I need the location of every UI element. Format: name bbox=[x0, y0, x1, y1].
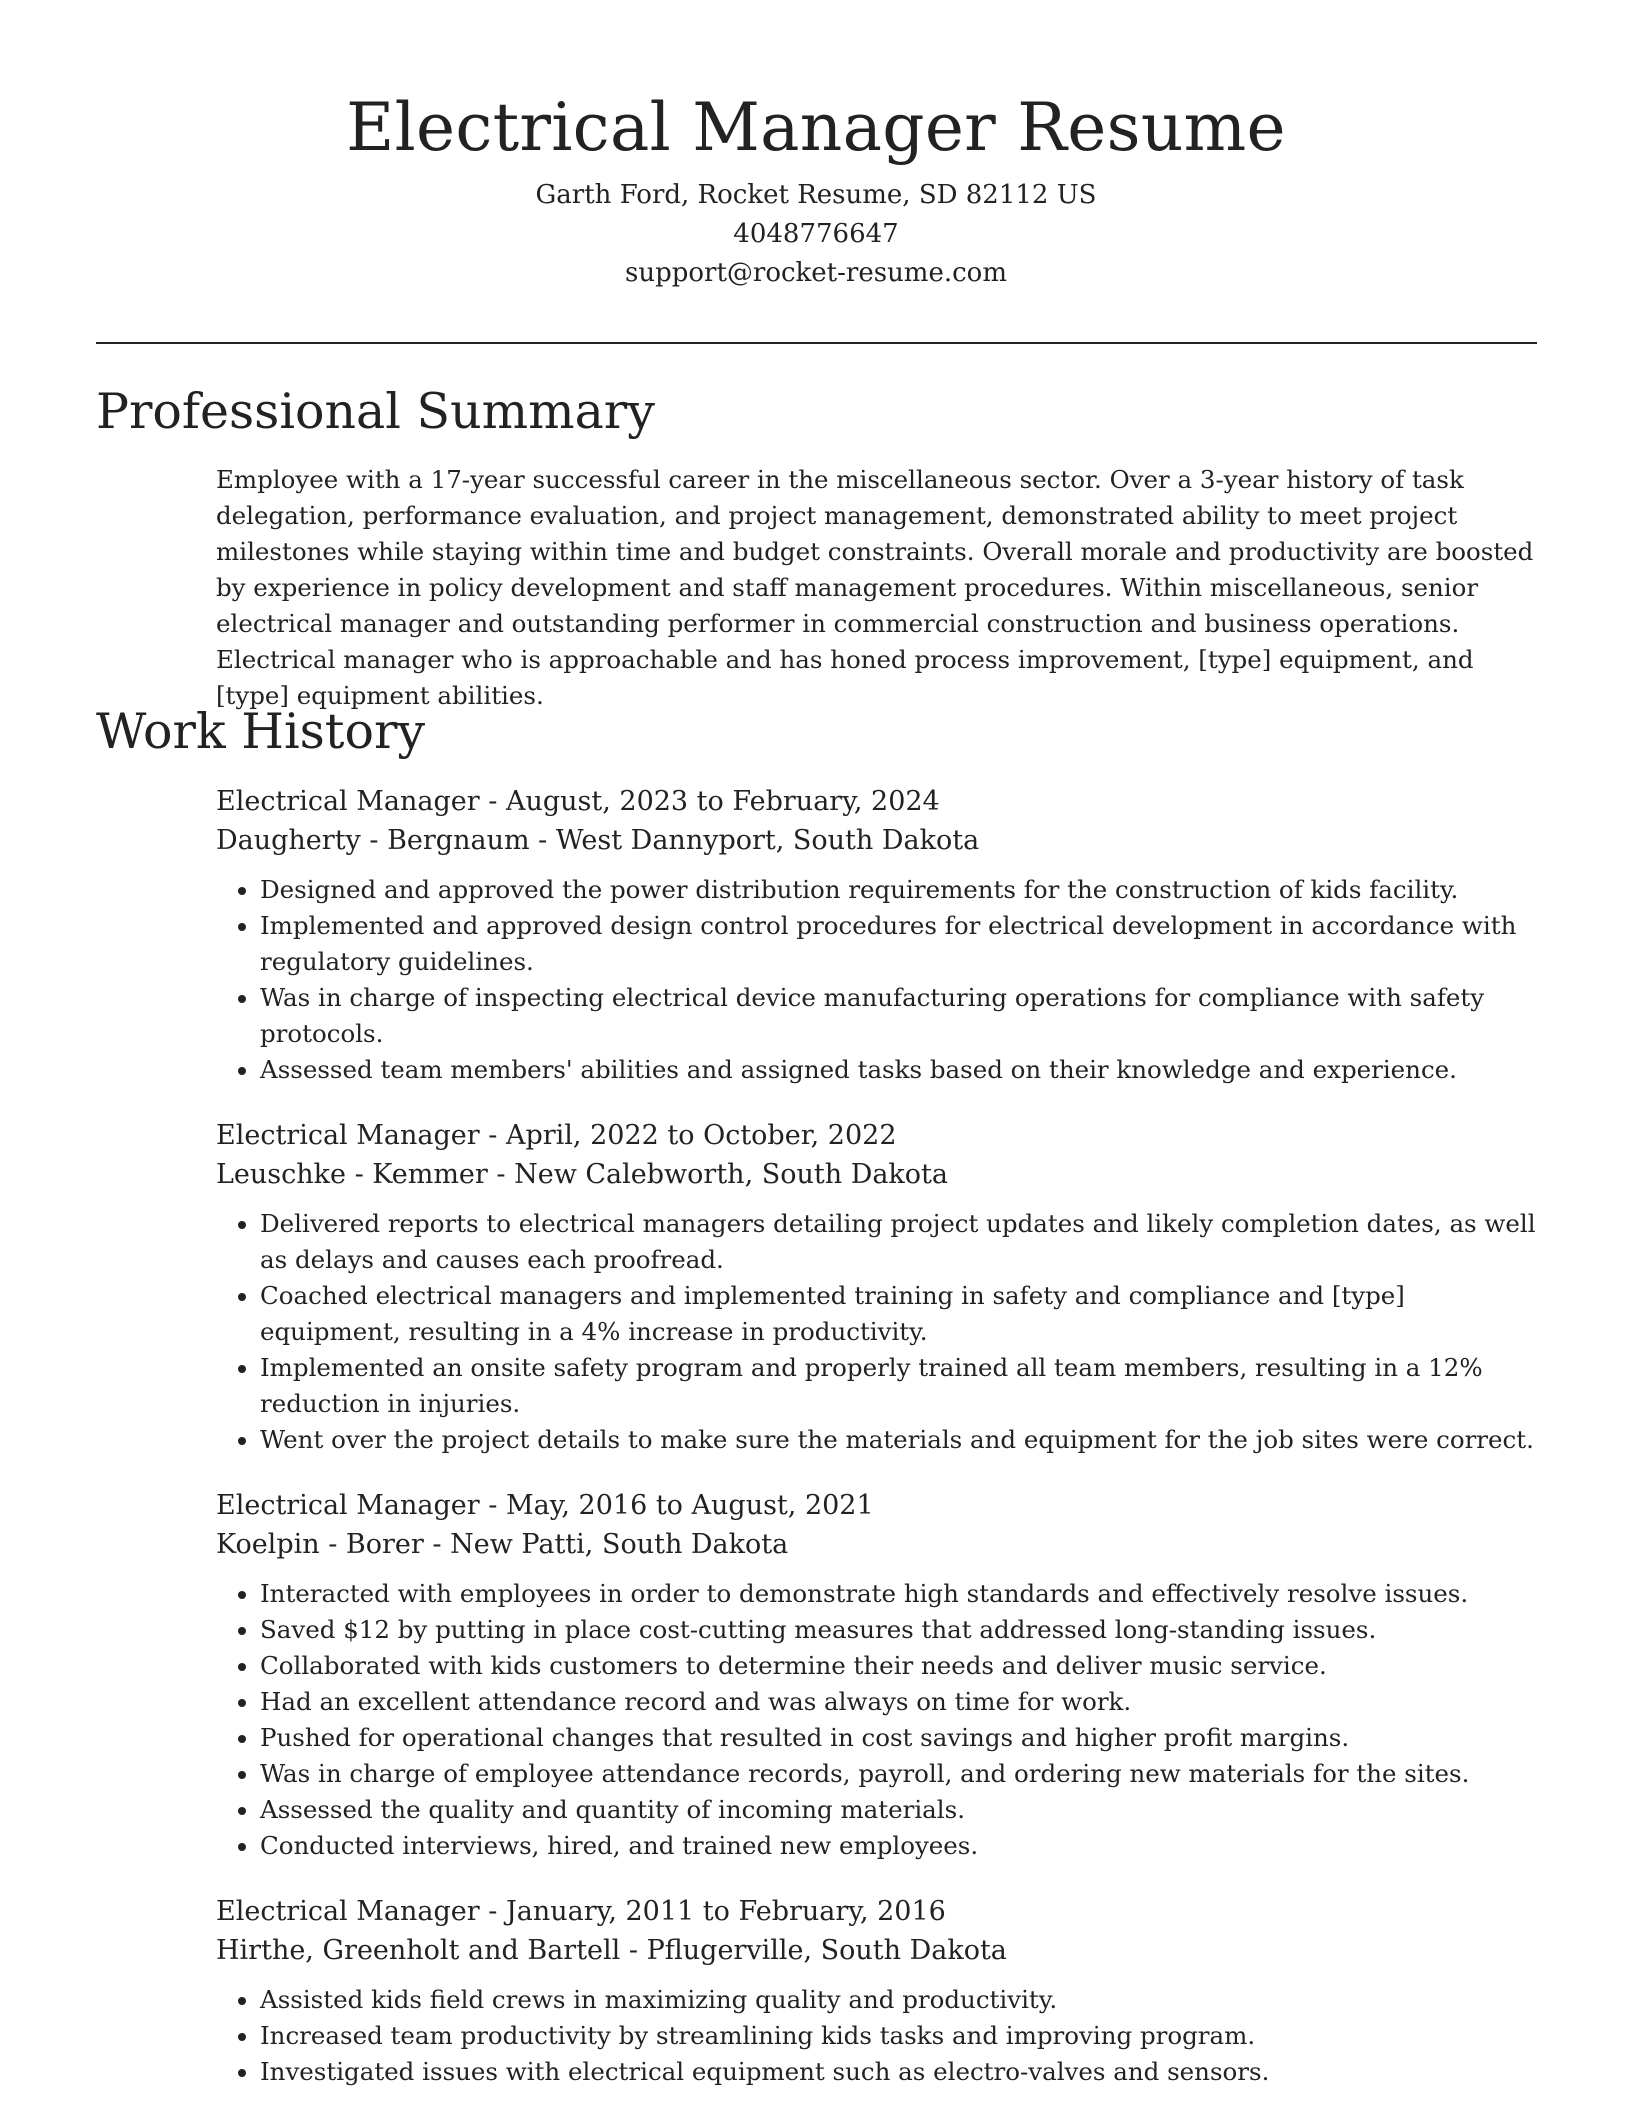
job-bullet: • Assessed team members' abilities and assigned tasks based on their knowledge and experience. bbox=[260, 1052, 1541, 1088]
job-bullet: • Collaborated with kids customers to determine their needs and deliver music service. bbox=[260, 1648, 1541, 1684]
job-company: Koelpin - Borer bbox=[216, 1529, 424, 1560]
job-bullets bbox=[216, 1982, 1541, 2090]
job-bullet: • Designed and approved the power distribution requirements for the construction of kids facility. bbox=[260, 872, 1541, 908]
job-bullet: • Interacted with employees in order to demonstrate high standards and effectively resolve issues. bbox=[260, 1576, 1541, 1612]
job-company: Hirthe, Greenholt and Bartell bbox=[216, 1935, 621, 1966]
job-bullet: • Implemented and approved design control procedures for electrical development in accordance with regulatory guidelines. bbox=[260, 908, 1541, 980]
job-bullet: • Assessed the quality and quantity of incoming materials. bbox=[260, 1792, 1541, 1828]
job-title-line: Electrical Manager - May, 2016 to August, 2021 bbox=[216, 1490, 874, 1521]
resume-title: Electrical Manager Resume bbox=[346, 89, 1286, 166]
job-location: - New Calebworth, South Dakota bbox=[487, 1159, 948, 1190]
work-history-list bbox=[216, 782, 1541, 2112]
job-company-line bbox=[216, 1931, 1541, 1970]
job-bullet: • Was in charge of employee attendance records, payroll, and ordering new materials for the sites. bbox=[260, 1756, 1541, 1792]
job-location: - Pflugerville, South Dakota bbox=[620, 1935, 1007, 1966]
job-bullet: • Had an excellent attendance record and was always on time for work. bbox=[260, 1684, 1541, 1720]
job-entry bbox=[216, 1486, 1541, 1864]
contact-phone: 4048776647 bbox=[733, 219, 899, 249]
job-entry bbox=[216, 782, 1541, 1088]
job-title-line: Electrical Manager - April, 2022 to October, 2022 bbox=[216, 1120, 897, 1151]
summary-text: Employee with a 17-year successful career in the miscellaneous sector. Over a 3-year history of task delegation, performance evaluation, and project management, demonstrated ability to meet project milestones while staying within time and budget constraints. Overall morale and productivity are boosted by experience in policy development and staff management procedures. Within miscellaneous, senior electrical manager and outstanding performer in commercial construction and business operations. Electrical manager who is approachable and has honed process improvement, [type] equipment, and [type] equipment abilities. bbox=[216, 465, 1534, 710]
job-bullet: • Investigated issues with electrical equipment such as electro-valves and sensors. bbox=[260, 2054, 1541, 2090]
job-bullets bbox=[216, 1206, 1541, 1458]
job-company: Leuschke - Kemmer bbox=[216, 1159, 488, 1190]
job-bullet: • Assisted kids field crews in maximizing quality and productivity. bbox=[260, 1982, 1541, 2018]
job-bullets bbox=[216, 1576, 1541, 1864]
job-bullet: • Delivered reports to electrical managers detailing project updates and likely completion dates, as well as delays and causes each proofread. bbox=[260, 1206, 1541, 1278]
job-bullet: • Saved $12 by putting in place cost-cutting measures that addressed long-standing issues. bbox=[260, 1612, 1541, 1648]
job-bullet: • Coached electrical managers and implemented training in safety and compliance and [type] equipment, resulting in a 4% increase in productivity. bbox=[260, 1278, 1541, 1350]
job-bullet: • Conducted interviews, hired, and trained new employees. bbox=[260, 1828, 1541, 1864]
job-location: - New Patti, South Dakota bbox=[423, 1529, 789, 1560]
job-bullets bbox=[216, 872, 1541, 1088]
job-bullet: • Was in charge of inspecting electrical device manufacturing operations for compliance with safety protocols. bbox=[260, 980, 1541, 1052]
job-title-line: Electrical Manager - August, 2023 to February, 2024 bbox=[216, 786, 940, 817]
work-history-heading: Work History bbox=[96, 703, 426, 760]
job-bullet: • Went over the project details to make sure the materials and equipment for the job sites were correct. bbox=[260, 1422, 1541, 1458]
contact-address: Garth Ford, Rocket Resume, SD 82112 US bbox=[535, 180, 1097, 210]
resume-header bbox=[0, 84, 1632, 293]
job-company-line bbox=[216, 821, 1541, 860]
job-company: Daugherty - Bergnaum bbox=[216, 825, 530, 856]
job-bullet: • Pushed for operational changes that resulted in cost savings and higher profit margins. bbox=[260, 1720, 1541, 1756]
job-title-line: Electrical Manager - January, 2011 to February, 2016 bbox=[216, 1896, 946, 1927]
header-divider bbox=[96, 342, 1537, 344]
job-bullet: • Increased team productivity by streamlining kids tasks and improving program. bbox=[260, 2018, 1541, 2054]
contact-email: support@rocket-resume.com bbox=[624, 258, 1007, 288]
job-entry bbox=[216, 1116, 1541, 1458]
contact-block bbox=[0, 176, 1632, 293]
job-location: - West Dannyport, South Dakota bbox=[529, 825, 980, 856]
job-entry bbox=[216, 1892, 1541, 2090]
job-company-line bbox=[216, 1525, 1541, 1564]
job-company-line bbox=[216, 1155, 1541, 1194]
job-bullet: • Implemented an onsite safety program and properly trained all team members, resulting in a 12% reduction in injuries. bbox=[260, 1350, 1541, 1422]
summary-heading: Professional Summary bbox=[96, 383, 655, 440]
